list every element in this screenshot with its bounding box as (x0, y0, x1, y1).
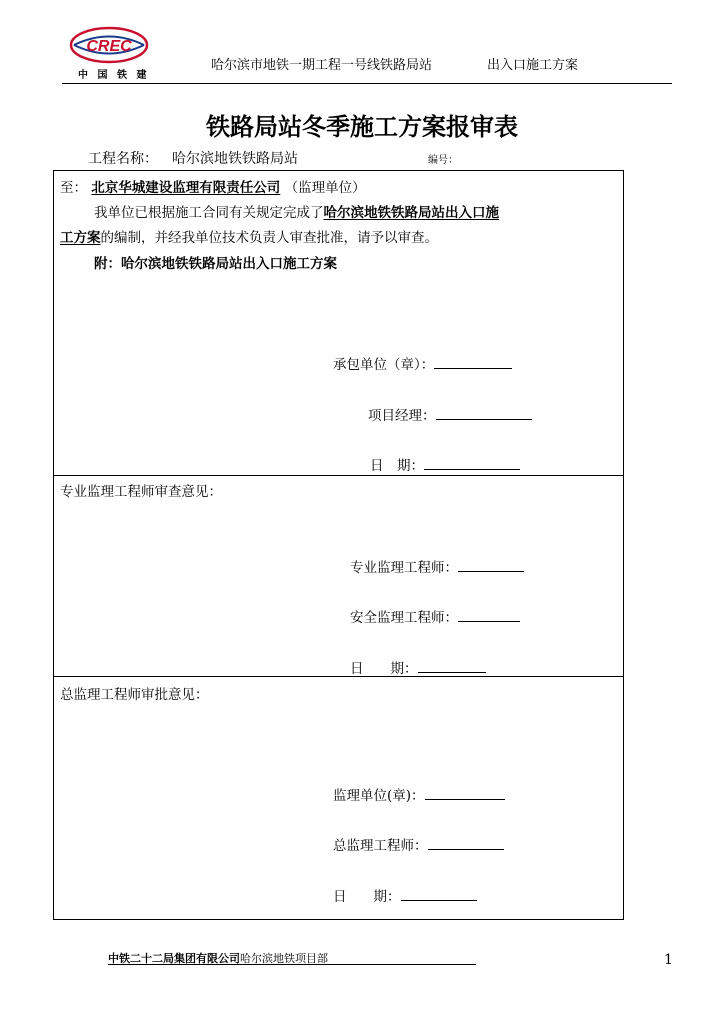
chief-blank[interactable] (428, 837, 504, 850)
footer-company: 中铁二十二局集团有限公司 (108, 952, 240, 965)
engineer-label: 专业监理工程师： (350, 560, 458, 576)
manager-label: 项目经理： (368, 408, 436, 424)
to-label: 至： (60, 180, 87, 196)
section2-heading: 专业监理工程师审查意见： (60, 484, 222, 500)
serial-label: 编号： (428, 155, 458, 166)
document-title: 铁路局站冬季施工方案报审表 (206, 112, 518, 141)
date-label-3: 日 期： (333, 889, 401, 905)
section3-heading: 总监理工程师审批意见： (60, 687, 209, 703)
supervisor-role: （监理单位） (284, 180, 366, 196)
safety-row (350, 606, 520, 626)
safety-label: 安全监理工程师： (350, 610, 458, 626)
unit-row (333, 784, 505, 804)
contractor-blank[interactable] (434, 356, 512, 369)
project-name: 哈尔滨地铁铁路局站 (172, 151, 298, 167)
header-divider (62, 83, 672, 84)
plan-name-2: 工方案 (60, 230, 101, 246)
date-label-2: 日 期： (350, 661, 418, 677)
project-label: 工程名称： (88, 151, 158, 167)
body-text-2: 的编制，并经我单位技术负责人审查批准，请予以审查。 (100, 230, 438, 246)
row-divider-2 (53, 676, 624, 677)
logo-text: CREC (86, 38, 132, 55)
date-row-3 (333, 885, 477, 905)
chief-row (333, 834, 504, 854)
supervisor-company: 北京华城建设监理有限责任公司 (91, 180, 281, 196)
date-label-1: 日 期： (370, 458, 424, 474)
engineer-blank[interactable] (458, 559, 524, 572)
header-project: 哈尔滨市地铁一期工程一号线铁路局站 (211, 58, 433, 73)
to-line (60, 176, 366, 196)
header-plan: 出入口施工方案 (487, 58, 579, 73)
attachment-line: 附：哈尔滨地铁铁路局站出入口施工方案 (94, 256, 337, 272)
unit-label: 监理单位(章)： (333, 788, 425, 804)
unit-blank[interactable] (425, 787, 505, 800)
date-blank-2[interactable] (418, 660, 486, 673)
footer-divider (108, 964, 476, 965)
date-blank-3[interactable] (401, 888, 477, 901)
chief-label: 总监理工程师： (333, 838, 428, 854)
date-blank-1[interactable] (424, 457, 520, 470)
row-divider-1 (53, 475, 624, 476)
date-row-1 (370, 454, 520, 474)
body-text-1: 我单位已根据施工合同有关规定完成了 (94, 205, 324, 221)
contractor-row (333, 353, 512, 373)
plan-name-1: 哈尔滨地铁铁路局站出入口施 (323, 205, 499, 221)
page-number: 1 (664, 952, 673, 968)
footer-dept: 哈尔滨地铁项目部 (240, 952, 328, 965)
body-line-1 (94, 201, 499, 221)
safety-blank[interactable] (458, 609, 520, 622)
approval-form-table (53, 170, 624, 920)
engineer-row (350, 556, 524, 576)
manager-blank[interactable] (436, 407, 532, 420)
manager-row (368, 404, 532, 424)
date-row-2 (350, 657, 486, 677)
contractor-label: 承包单位（章）： (333, 357, 435, 373)
logo-caption: 中 国 铁 建 (78, 70, 150, 81)
body-line-2 (60, 226, 438, 246)
